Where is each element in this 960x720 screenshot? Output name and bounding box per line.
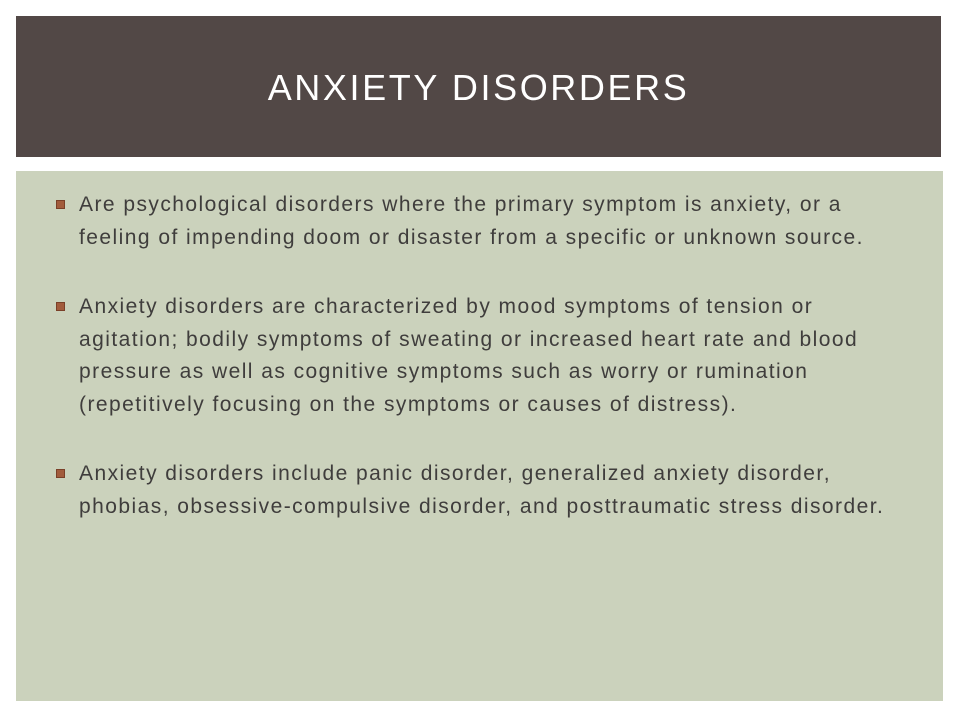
square-bullet-icon (56, 302, 65, 311)
square-bullet-icon (56, 469, 65, 478)
bullet-item (56, 189, 896, 254)
bullet-list (56, 189, 896, 560)
bullet-text: Are psychological disorders where the primary symptom is anxiety, or a feeling of impending doom or disaster from a specific or unknown source. (79, 193, 864, 249)
content-area (16, 171, 943, 701)
square-bullet-icon (56, 200, 65, 209)
title-bar (16, 16, 941, 157)
bullet-item (56, 458, 896, 523)
bullet-text: Anxiety disorders include panic disorder, generalized anxiety disorder, phobias, obsessive-compulsive disorder, and posttraumatic stress disorder. (79, 462, 885, 518)
bullet-item (56, 291, 896, 421)
bullet-text: Anxiety disorders are characterized by mood symptoms of tension or agitation; bodily symptoms of sweating or increased heart rate and blood pressure as well as cognitive symptoms such as worry or rumination (repetitively focusing on the symptoms or causes of distress). (79, 295, 859, 416)
slide-title: ANXIETY DISORDERS (267, 66, 690, 108)
